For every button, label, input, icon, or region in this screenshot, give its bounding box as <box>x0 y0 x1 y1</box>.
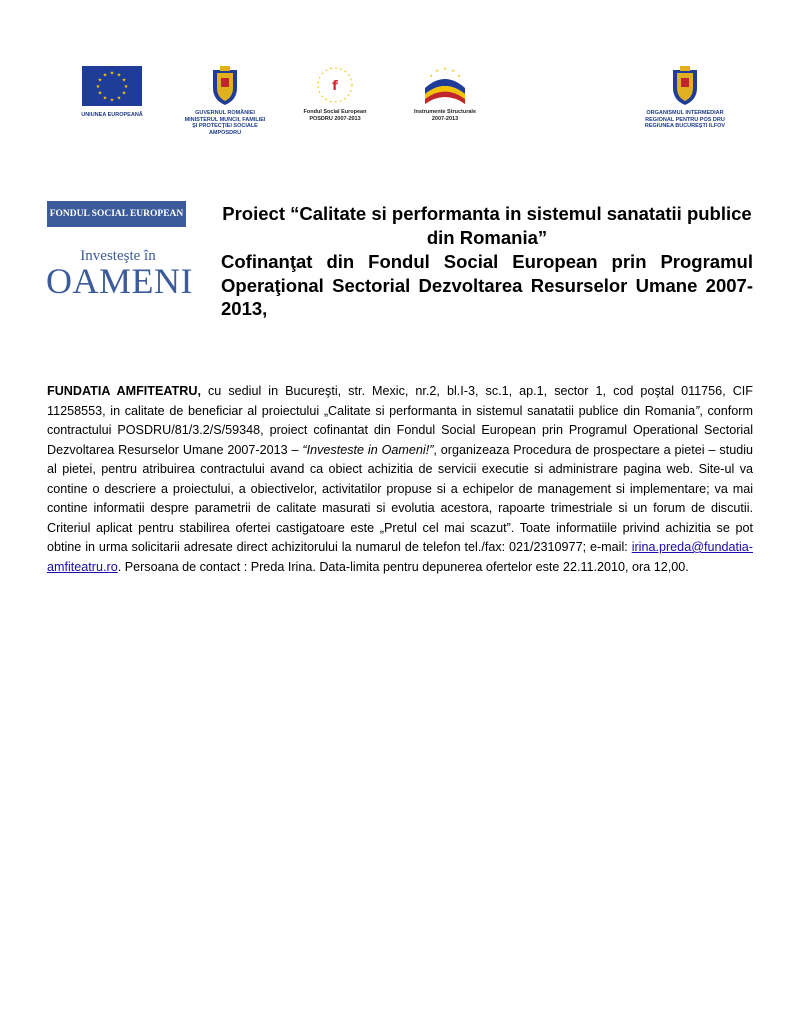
svg-text:★: ★ <box>457 73 461 78</box>
body-text-4: . Persoana de contact : Preda Irina. Data-limita pentru depunerea ofertelor este 22.11.2010, ora 12,00. <box>117 559 689 574</box>
email-link[interactable]: irina.preda@fundatia-amfiteatru.ro <box>47 540 753 574</box>
svg-text:★: ★ <box>121 90 127 97</box>
svg-text:★: ★ <box>121 77 127 84</box>
announcement-paragraph <box>47 382 753 577</box>
slogan: “Investeste in Oameni!” <box>302 442 434 457</box>
svg-text:★: ★ <box>109 70 115 77</box>
gov-caption-2: MINISTERUL MUNCII, FAMILIEI <box>184 116 266 123</box>
is-caption-1: Instrumente Structurale <box>413 109 477 115</box>
invest-tagline: Investeşte în <box>80 248 156 264</box>
oi-caption-1: ORGANISMUL INTERMEDIAR <box>646 110 724 116</box>
coat-of-arms-icon <box>669 64 701 106</box>
svg-text:★: ★ <box>116 95 122 102</box>
coat-of-arms-icon <box>209 64 241 106</box>
svg-text:★: ★ <box>443 66 447 71</box>
svg-text:★: ★ <box>109 97 115 104</box>
invest-oameni: OAMENI <box>46 261 193 301</box>
eu-caption: UNIUNEA EUROPEANĂ <box>81 112 143 118</box>
is-caption-2: 2007-2013 <box>431 115 459 122</box>
body-text-3: , organizeaza Procedura de prospectare a pietei – studiu al pietei, pentru atribuirea contractului avand ca obiect achizitia de servicii executie si administrare pagina web. Site-ul va contine o descriere a proiectului, a obiectivelor, activitatilor propuse si a echipelor de management si implementare; va mai contine informatii despre parametrii de calitate masurati si evolutia acestora, rapoarte trimestriale si un forum de discutii. Criteriul aplicat pentru stabilirea ofertei castigatoare este „Pretul cel mai scazut”. Toate informatiile privind achizitia se pot obtine in urma solicitarii adresate direct achizitorului la numarul de telefon tel./fax: 021/2310977; e-mail: <box>47 442 753 554</box>
svg-text:★: ★ <box>102 95 108 102</box>
organization-name: FUNDATIA AMFITEATRU, <box>47 384 201 398</box>
svg-text:★: ★ <box>95 84 101 90</box>
svg-text:★: ★ <box>97 77 103 84</box>
oi-caption-2: REGIONAL PENTRU POS DRU <box>645 116 725 123</box>
oi-caption-3: REGIUNEA BUCUREŞTI ILFOV <box>644 123 726 129</box>
eu-logo <box>72 64 152 119</box>
svg-text:★: ★ <box>435 68 439 73</box>
project-subtitle: Cofinanţat din Fondul Social European prin Programul Operaţional Sectorial Dezvoltarea Resurselor Umane 2007- 2013, <box>221 251 753 319</box>
gov-caption-1: GUVERNUL ROMÂNIEI <box>195 110 255 116</box>
oi-logo <box>640 64 730 130</box>
fse-banner: FONDUL SOCIAL EUROPEAN <box>47 201 186 227</box>
svg-text:★: ★ <box>102 72 108 79</box>
body-text-2: , conform contractului POSDRU/81/3.2/S/59348, proiect cofinantat din Fondul Social European prin Programul Operational Sectorial Dezvoltarea Resurselor Umane 2007-2013 – <box>47 403 753 457</box>
instrumente-structurale-logo <box>405 64 485 122</box>
structural-instruments-icon <box>417 64 473 106</box>
fse-caption-2: POSDRU 2007-2013 <box>309 115 361 122</box>
project-title: Proiect “Calitate si performanta in sistemul sanatatii publice din Romania” <box>222 203 752 248</box>
svg-text:★: ★ <box>451 68 455 73</box>
fse-mark-icon <box>310 64 360 106</box>
svg-text:★: ★ <box>116 72 122 79</box>
gov-caption-3: ŞI PROTECŢIEI SOCIALE <box>192 123 258 129</box>
fse-caption-1: Fondul Social European <box>303 109 367 115</box>
svg-text:★: ★ <box>97 90 103 97</box>
body-quote: ” <box>695 403 700 418</box>
government-logo <box>180 64 270 136</box>
svg-text:f: f <box>332 79 338 94</box>
svg-text:★: ★ <box>123 84 129 90</box>
svg-text:★: ★ <box>429 73 433 78</box>
body-text-1: cu sediul in Bucureşti, str. Mexic, nr.2, bl.I-3, sc.1, ap.1, sector 1, cod poştal 011756, CIF 11258553, in calitate de beneficiar al proiectului „Calitate si performanta in sistemul sanatatii publice din Romania <box>47 384 753 418</box>
fse-logo <box>300 64 370 122</box>
eu-flag-icon <box>82 66 142 106</box>
gov-caption-4: AMPOSDRU <box>208 129 242 136</box>
